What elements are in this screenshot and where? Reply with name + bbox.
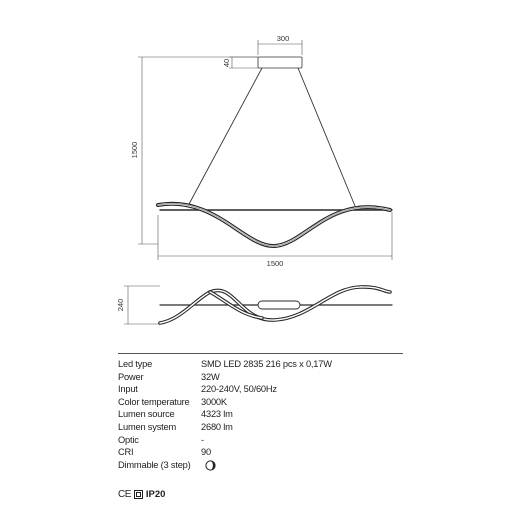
spec-value: SMD LED 2835 216 pcs x 0,17W [201,359,332,369]
spec-label: Led type [118,359,153,369]
spec-label: Input [118,384,138,395]
lamp-side-view [160,287,392,323]
spec-label: Color temperature [118,396,190,407]
class-ii-icon [134,490,143,499]
spec-value: 90 [201,447,211,458]
spec-label: Dimmable (3 step) [118,459,191,470]
spec-value: - [201,434,204,445]
spec-row-led-type [118,358,403,371]
total-height-dimension [138,57,258,244]
total-length-dimension [158,212,392,260]
spec-value: 2680 lm [201,421,233,432]
total-height-label: 1500 [130,141,139,159]
lamp-front-view [158,204,392,246]
spec-row-input [118,383,403,396]
spec-label: Optic [118,434,139,445]
spec-value [201,459,216,472]
spec-label: Lumen system [118,421,177,432]
suspension-cables [188,68,355,206]
spec-label: CRI [118,447,134,458]
spec-row-optic [118,434,403,447]
spec-value: 32W [201,371,220,382]
ip-rating: IP20 [145,489,166,500]
ce-mark-icon: CE [118,489,131,500]
total-length-label: 1500 [266,259,284,268]
spec-divider [118,353,403,354]
canopy-width-label: 300 [276,34,290,43]
canopy-height-dimension [229,57,258,68]
spec-row-power [118,371,403,384]
certification-marks [118,489,165,500]
spec-table [118,353,403,471]
spec-row-color-temperature [118,396,403,409]
side-height-dimension [124,286,160,324]
spec-value: 220-240V, 50/60Hz [201,384,277,395]
spec-value: 4323 lm [201,409,233,420]
spec-label: Lumen source [118,409,175,420]
spec-label: Power [118,371,144,382]
spec-row-dimmable [118,459,403,472]
spec-row-lumen-source [118,408,403,421]
spec-value: 3000K [201,396,227,407]
side-height-label: 240 [116,298,125,312]
ceiling-canopy [258,57,302,68]
dimmer-icon [205,460,216,471]
spec-row-cri [118,446,403,459]
canopy-height-label: 40 [222,58,231,68]
spec-row-lumen-system [118,421,403,434]
